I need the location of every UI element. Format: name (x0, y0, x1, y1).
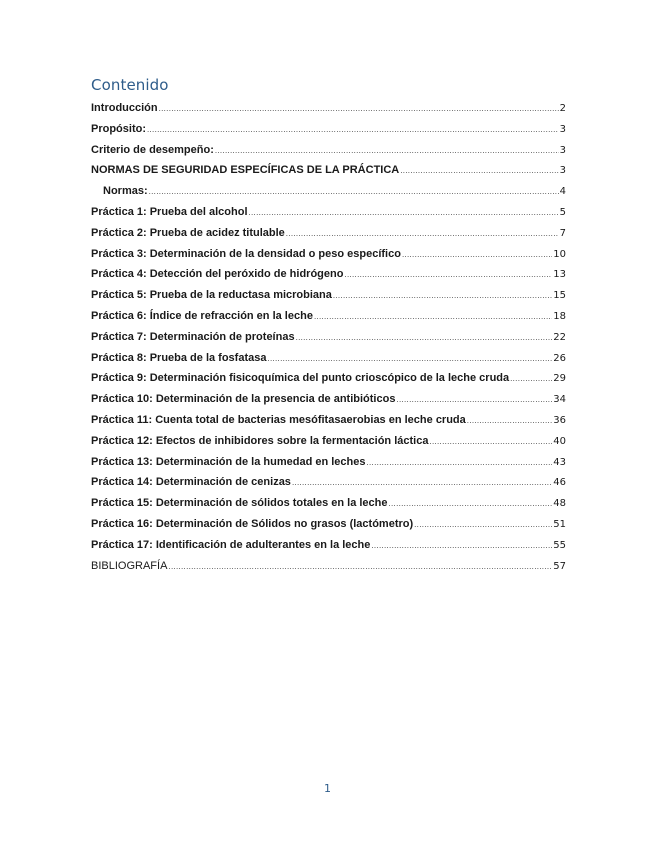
page-number: 1 (324, 782, 331, 795)
toc-entry-page: 3 (559, 165, 566, 177)
toc-entry-title: Práctica 17: Identificación de adulterantes en la leche (91, 538, 371, 551)
toc-entry[interactable] (91, 285, 566, 306)
toc-dot-leader (396, 390, 552, 411)
toc-heading: Contenido (91, 76, 169, 94)
toc-entry-title: Práctica 2: Prueba de acidez titulable (91, 226, 285, 239)
toc-entry-page: 22 (553, 331, 566, 343)
toc-entry[interactable] (91, 389, 566, 410)
toc-entry[interactable] (91, 202, 566, 223)
toc-entry-title: Práctica 10: Determinación de la presencia de antibióticos (91, 393, 396, 406)
toc-dot-leader (249, 203, 559, 224)
toc-entry-title: Práctica 1: Prueba del alcohol (91, 205, 248, 218)
toc-entry[interactable] (91, 140, 566, 161)
toc-entry-title: Práctica 8: Prueba de la fosfatasa (91, 351, 267, 364)
table-of-contents (91, 98, 566, 576)
toc-entry[interactable] (91, 181, 566, 202)
toc-dot-leader (367, 453, 553, 474)
toc-entry[interactable] (91, 556, 566, 577)
toc-entry-page: 51 (553, 518, 566, 530)
toc-dot-leader (402, 245, 552, 266)
toc-entry[interactable] (91, 368, 566, 389)
toc-dot-leader (333, 286, 552, 307)
toc-entry[interactable] (91, 119, 566, 140)
toc-entry[interactable] (91, 327, 566, 348)
toc-entry-page: 55 (553, 539, 566, 551)
toc-entry[interactable] (91, 264, 566, 285)
toc-entry-page: 43 (553, 456, 566, 468)
toc-dot-leader (267, 349, 552, 370)
toc-entry[interactable] (91, 431, 566, 452)
toc-dot-leader (467, 411, 552, 432)
toc-entry[interactable] (91, 348, 566, 369)
toc-entry[interactable] (91, 160, 566, 181)
toc-dot-leader (147, 120, 559, 141)
toc-entry-page: 5 (559, 206, 566, 218)
toc-entry-title: Práctica 12: Efectos de inhibidores sobre la fermentación láctica (91, 434, 429, 447)
toc-entry-title: NORMAS DE SEGURIDAD ESPECÍFICAS DE LA PRÁCTICA (91, 164, 400, 177)
toc-entry-page: 3 (559, 123, 566, 135)
toc-entry-title: Práctica 5: Prueba de la reductasa microbiana (91, 289, 332, 302)
toc-entry-title: Práctica 16: Determinación de Sólidos no grasos (lactómetro) (91, 517, 414, 530)
toc-entry-title: BIBLIOGRAFÍA (91, 559, 168, 572)
toc-entry-page: 48 (553, 498, 566, 510)
toc-entry-title: Práctica 9: Determinación fisicoquímica del punto crioscópico de la leche cruda (91, 372, 510, 385)
toc-entry-title: Práctica 13: Determinación de la humedad en leches (91, 455, 366, 468)
toc-dot-leader (400, 161, 558, 182)
toc-dot-leader (414, 515, 552, 536)
toc-entry[interactable] (91, 493, 566, 514)
toc-dot-leader (286, 224, 559, 245)
toc-dot-leader (389, 494, 553, 515)
toc-dot-leader (510, 369, 552, 390)
toc-entry-title: Práctica 4: Detección del peróxido de hidrógeno (91, 268, 344, 281)
toc-dot-leader (292, 473, 552, 494)
toc-entry-page: 13 (553, 269, 566, 281)
toc-entry-page: 3 (559, 144, 566, 156)
toc-dot-leader (159, 99, 559, 120)
toc-entry-title: Propósito: (91, 122, 146, 135)
toc-entry-page: 40 (553, 435, 566, 447)
toc-entry-title: Práctica 14: Determinación de cenizas (91, 476, 291, 489)
toc-dot-leader (149, 182, 559, 203)
toc-entry-page: 18 (553, 310, 566, 322)
toc-entry-title: Introducción (91, 102, 158, 114)
toc-dot-leader (344, 265, 552, 286)
toc-entry[interactable] (91, 535, 566, 556)
toc-dot-leader (296, 328, 553, 349)
toc-entry-page: 10 (553, 248, 566, 260)
toc-dot-leader (215, 141, 559, 162)
toc-entry-page: 34 (553, 394, 566, 406)
toc-entry-page: 57 (553, 560, 566, 572)
toc-dot-leader (371, 536, 552, 557)
toc-entry-page: 36 (553, 414, 566, 426)
toc-entry[interactable] (91, 306, 566, 327)
toc-entry-page: 2 (559, 103, 566, 114)
toc-entry-page: 7 (559, 227, 566, 239)
toc-entry-title: Práctica 3: Determinación de la densidad o peso específico (91, 247, 401, 260)
toc-entry-page: 15 (553, 290, 566, 302)
toc-entry-title: Práctica 7: Determinación de proteínas (91, 330, 295, 343)
toc-entry[interactable] (91, 472, 566, 493)
toc-entry-page: 46 (553, 477, 566, 489)
toc-entry-page: 4 (559, 186, 566, 198)
toc-entry[interactable] (91, 223, 566, 244)
toc-entry-title: Práctica 6: Índice de refracción en la leche (91, 309, 313, 322)
toc-entry-title: Práctica 15: Determinación de sólidos totales en la leche (91, 497, 388, 510)
toc-entry-title: Criterio de desempeño: (91, 143, 214, 156)
toc-dot-leader (429, 432, 552, 453)
toc-entry-page: 26 (553, 352, 566, 364)
toc-dot-leader (314, 307, 552, 328)
toc-entry[interactable] (91, 410, 566, 431)
toc-dot-leader (168, 557, 552, 578)
toc-entry-title: Normas: (103, 185, 148, 198)
toc-entry[interactable] (91, 244, 566, 265)
toc-entry-title: Práctica 11: Cuenta total de bacterias mesófitasaerobias en leche cruda (91, 413, 466, 426)
toc-entry-page: 29 (553, 373, 566, 385)
toc-entry[interactable] (91, 98, 566, 119)
toc-entry[interactable] (91, 452, 566, 473)
toc-entry[interactable] (91, 514, 566, 535)
